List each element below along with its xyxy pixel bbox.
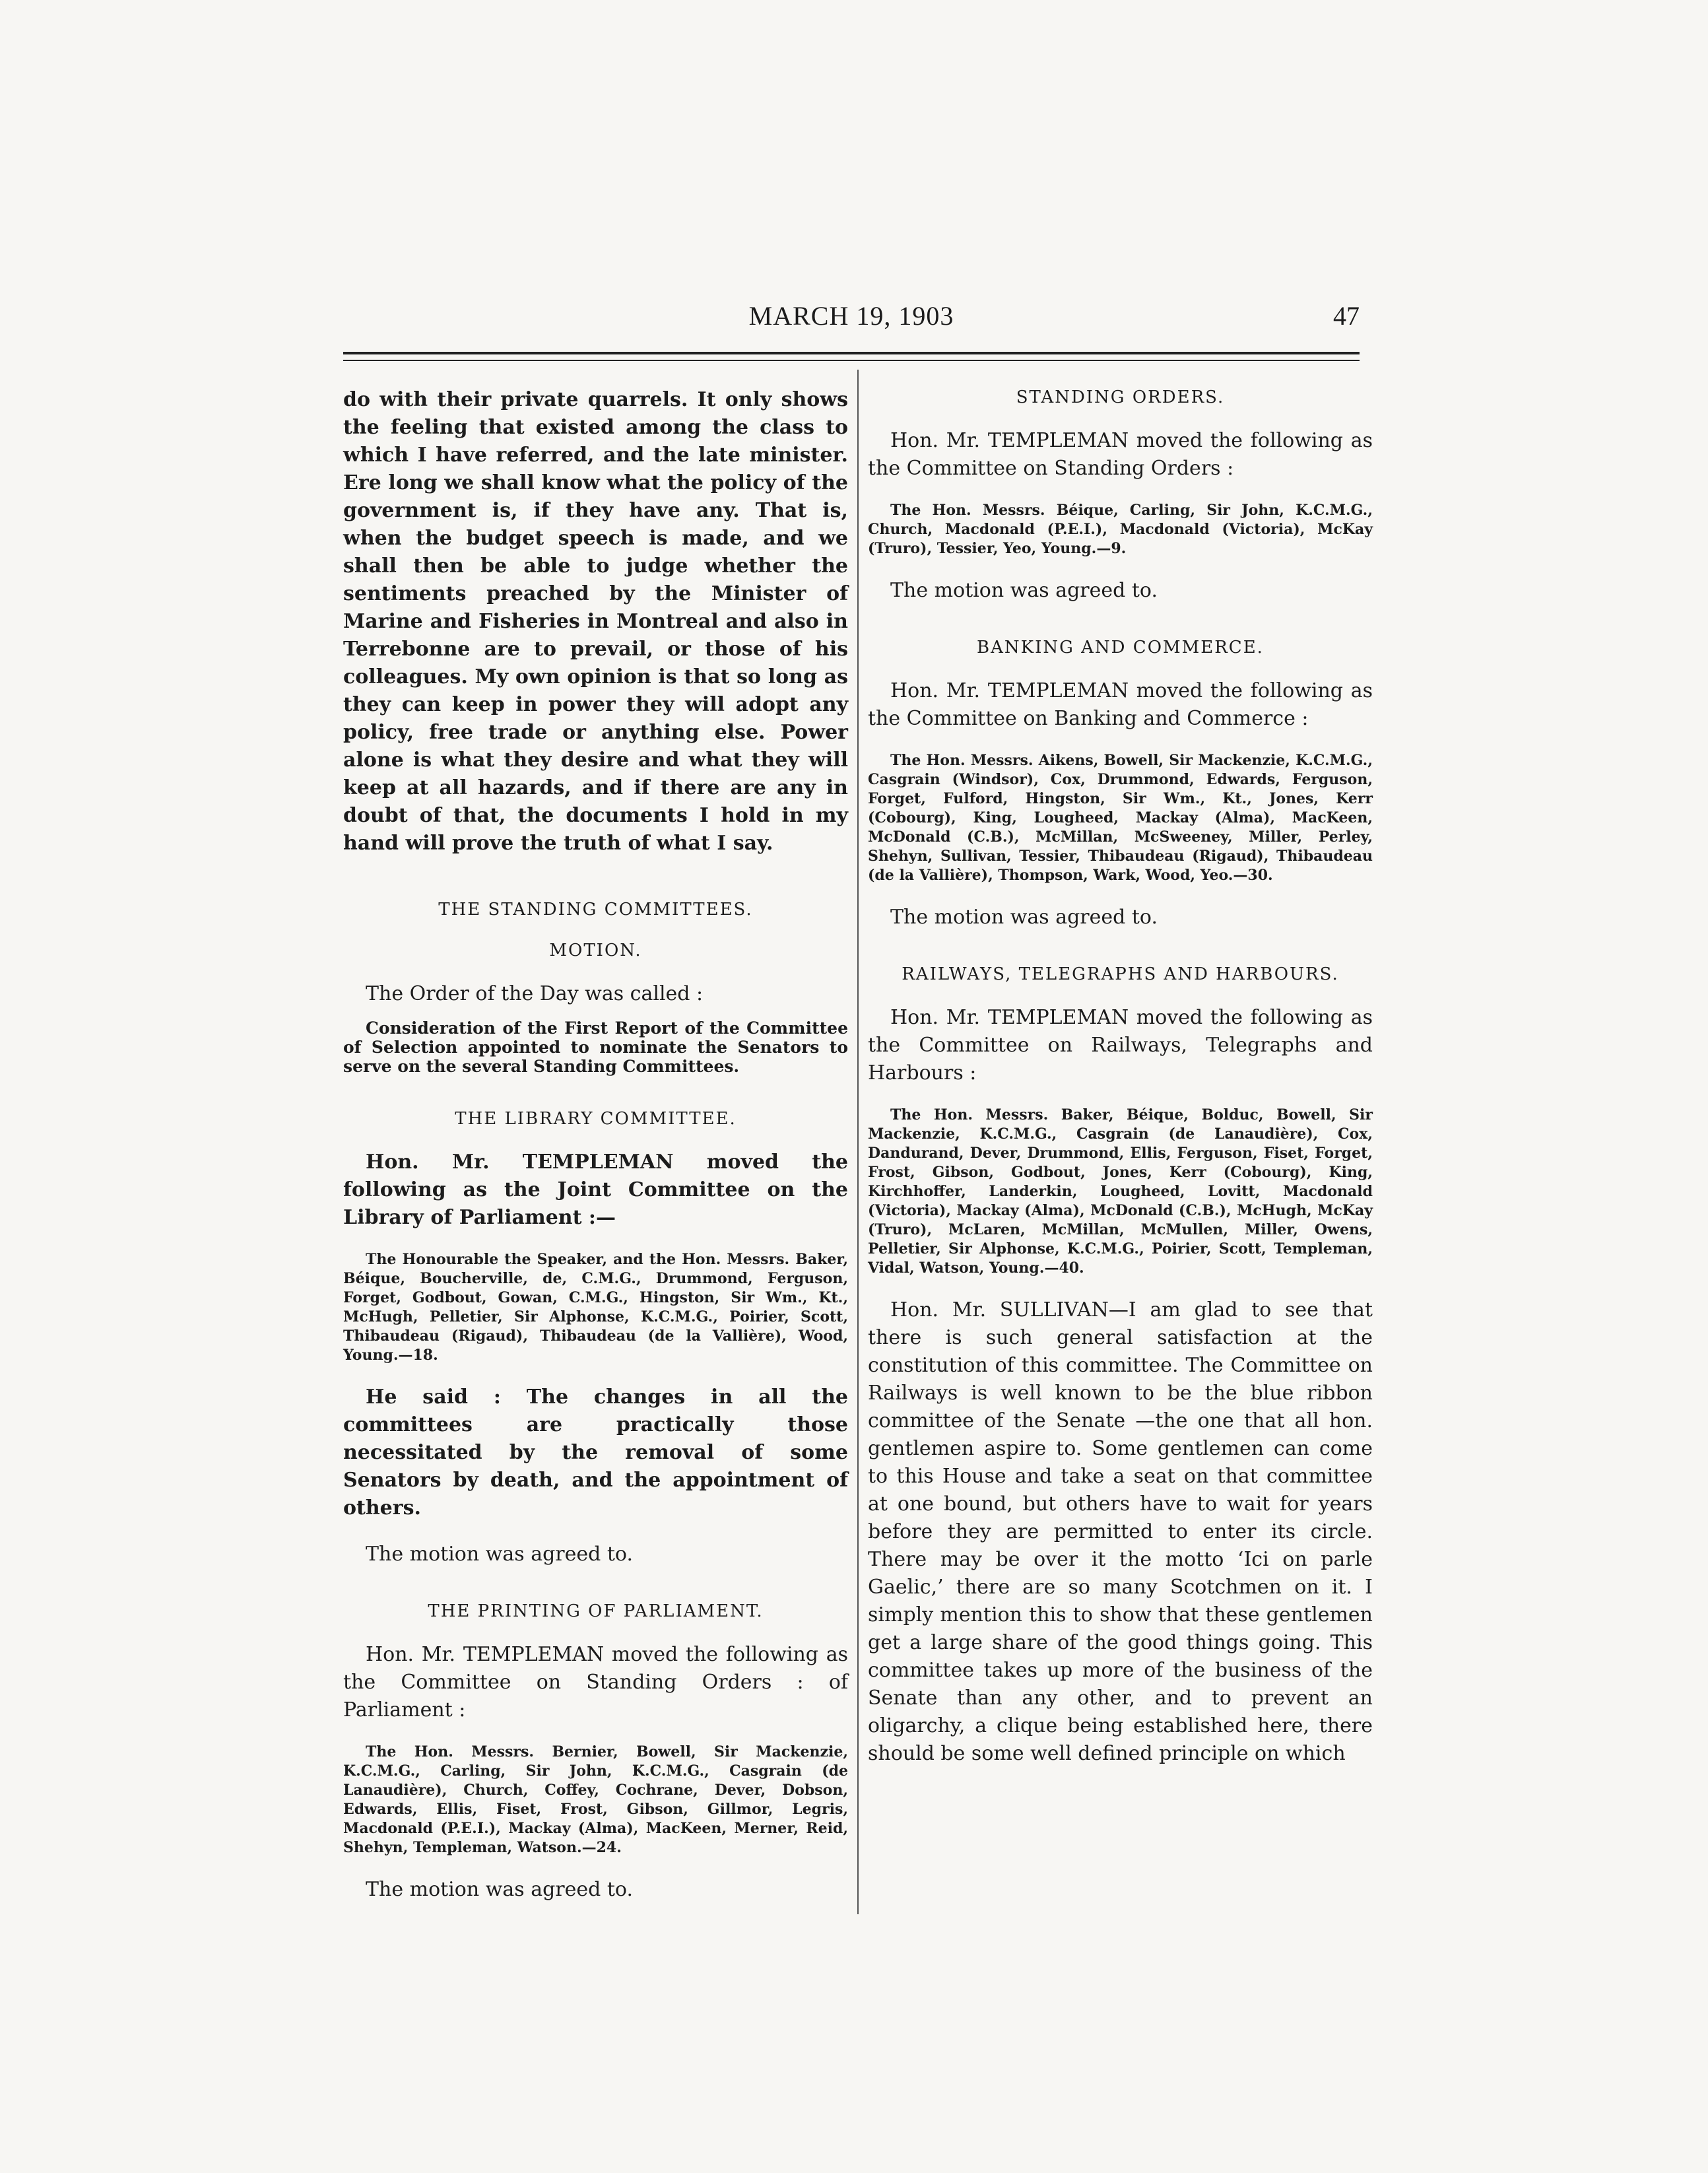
motion-agreed-1: The motion was agreed to. (366, 1543, 633, 1566)
sullivan-speech: Hon. Mr. SULLIVAN—I am glad to see that there is such general satisfaction at the constitution of this committee. The Committee on Railways is well known to be the blue ribbon committee of the Senate —the one that all hon. gentlemen aspire to. Some gentlemen can come to this House and take a seat on that committee at one bound, but others have to wait for years before they are permitted to enter its circle. There may be over it the motto ‘Ici on parle Gaelic,’ there are so many Scotchmen on it. I simply mention this to show that these gentlemen get a large share of the good things going. This committee takes up more of the business of the Senate than any other, and to prevent an oligarchy, a clique being established here, there should be some well defined principle on which (868, 1298, 1373, 1765)
banking-member-list: The Hon. Messrs. Aikens, Bowell, Sir Mackenzie, K.C.M.G., Casgrain (Windsor), Cox, Drummond, Edwards, Ferguson, Forget, Fulford, Hingston, Sir Wm., Kt., Jones, Kerr (Cobourg), King, Lougheed, Mackay (Alma), MacKeen, McDonald (C.B.), McMillan, McSweeney, Miller, Perley, Shehyn, Sullivan, Tessier, Thibaudeau (Rigaud), Thibaudeau (de la Vallière), Thompson, Wark, Wood, Yeo.—30. (868, 752, 1373, 884)
printing-motion: Hon. Mr. TEMPLEMAN moved the following as the Committee on Standing Orders : of Parliament : (343, 1643, 848, 1722)
banking-motion: Hon. Mr. TEMPLEMAN moved the following as the Committee on Banking and Commerce : (868, 679, 1373, 730)
heading-printing: THE PRINTING OF PARLIAMENT. (428, 1601, 764, 1621)
he-said-paragraph: He said : The changes in all the committees are practically those necessitated by the removal of some Senators by death, and the appointment of others. (343, 1386, 848, 1520)
standing-orders-member-list: The Hon. Messrs. Béique, Carling, Sir John, K.C.M.G., Church, Macdonald (P.E.I.), Macdonald (Victoria), McKay (Truro), Tessier, Yeo, Young.—9. (868, 502, 1373, 557)
motion-agreed-2: The motion was agreed to. (366, 1878, 633, 1901)
left-column (343, 386, 848, 1904)
heading-banking: BANKING AND COMMERCE. (977, 638, 1264, 657)
railways-member-list: The Hon. Messrs. Baker, Béique, Bolduc, Bowell, Sir Mackenzie, K.C.M.G., Casgrain (de Lanaudière), Cox, Dandurand, Dever, Drummond, Ellis, Ferguson, Fiset, Forget, Frost, Gibson, Godbout, Jones, Kerr (Cobourg), King, Kirchhoffer, Landerkin, Lougheed, Lovitt, Macdonald (Victoria), Mackay (Alma), McDonald (C.B.), McHugh, McKay (Truro), McLaren, McMillan, McMullen, Miller, Owens, Pelletier, Sir Alphonse, K.C.M.G., Poirier, Scott, Templeman, Vidal, Watson, Young.—40. (868, 1106, 1373, 1277)
heading-library-committee: THE LIBRARY COMMITTEE. (455, 1109, 737, 1129)
heading-standing-orders: STANDING ORDERS. (1016, 387, 1225, 407)
continued-paragraph: do with their private quarrels. It only shows the feeling that existed among the class to which I have referred, and the late minister. Ere long we shall know what the policy of the government is, if they have any. That is, when the budget speech is made, and we shall then be able to judge whether the sentiments preached by the Minister of Marine and Fisheries in Montreal and also in Terrebonne are to prevail, or those of his colleagues. My own opinion is that so long as they can keep in power they will adopt any policy, free trade or anything else. Power alone is what they desire and what they will keep at all hazards, and if there are any in doubt of that, the documents I hold in my hand will prove the truth of what I say. (343, 388, 848, 855)
heading-motion: MOTION. (549, 941, 642, 960)
header-rule-thin (343, 360, 1360, 361)
header-rule-thick (343, 352, 1360, 354)
railways-motion: Hon. Mr. TEMPLEMAN moved the following as the Committee on Railways, Telegraphs and Harbours : (868, 1006, 1373, 1085)
page-header (343, 300, 1360, 340)
heading-railways: RAILWAYS, TELEGRAPHS AND HARBOURS. (902, 964, 1339, 984)
standing-orders-motion: Hon. Mr. TEMPLEMAN moved the following as the Committee on Standing Orders : (868, 429, 1373, 480)
library-member-list: The Honourable the Speaker, and the Hon. Messrs. Baker, Béique, Boucherville, de, C.M.G., Drummond, Ferguson, Forget, Godbout, Gowan, C.M.G., Hingston, Sir Wm., Kt., McHugh, Pelletier, Sir Alphonse, K.C.M.G., Poirier, Scott, Thibaudeau (Rigaud), Thibaudeau (de la Vallière), Wood, Young.—18. (343, 1251, 848, 1364)
library-motion: Hon. Mr. TEMPLEMAN moved the following as the Joint Committee on the Library of Parliament :— (343, 1151, 848, 1229)
right-column (868, 386, 1373, 1768)
consideration-note: Consideration of the First Report of the Committee of Selection appointed to nominate the Senators to serve on the several Standing Committees. (343, 1019, 848, 1076)
printing-member-list: The Hon. Messrs. Bernier, Bowell, Sir Mackenzie, K.C.M.G., Carling, Sir John, K.C.M.G., Casgrain (de Lanaudière), Church, Coffey, Cochrane, Dever, Dobson, Edwards, Ellis, Fiset, Frost, Gibson, Gillmor, Legris, Macdonald (P.E.I.), Mackay (Alma), MacKeen, Merner, Reid, Shehyn, Templeman, Watson.—24. (343, 1743, 848, 1856)
motion-agreed-3: The motion was agreed to. (890, 579, 1158, 602)
page-date: MARCH 19, 1903 (748, 301, 954, 331)
page-number: 47 (1333, 301, 1360, 331)
motion-agreed-4: The motion was agreed to. (890, 906, 1158, 929)
heading-standing-committees: THE STANDING COMMITTEES. (438, 900, 753, 919)
order-of-day: The Order of the Day was called : (366, 982, 704, 1005)
column-divider (857, 370, 859, 1914)
